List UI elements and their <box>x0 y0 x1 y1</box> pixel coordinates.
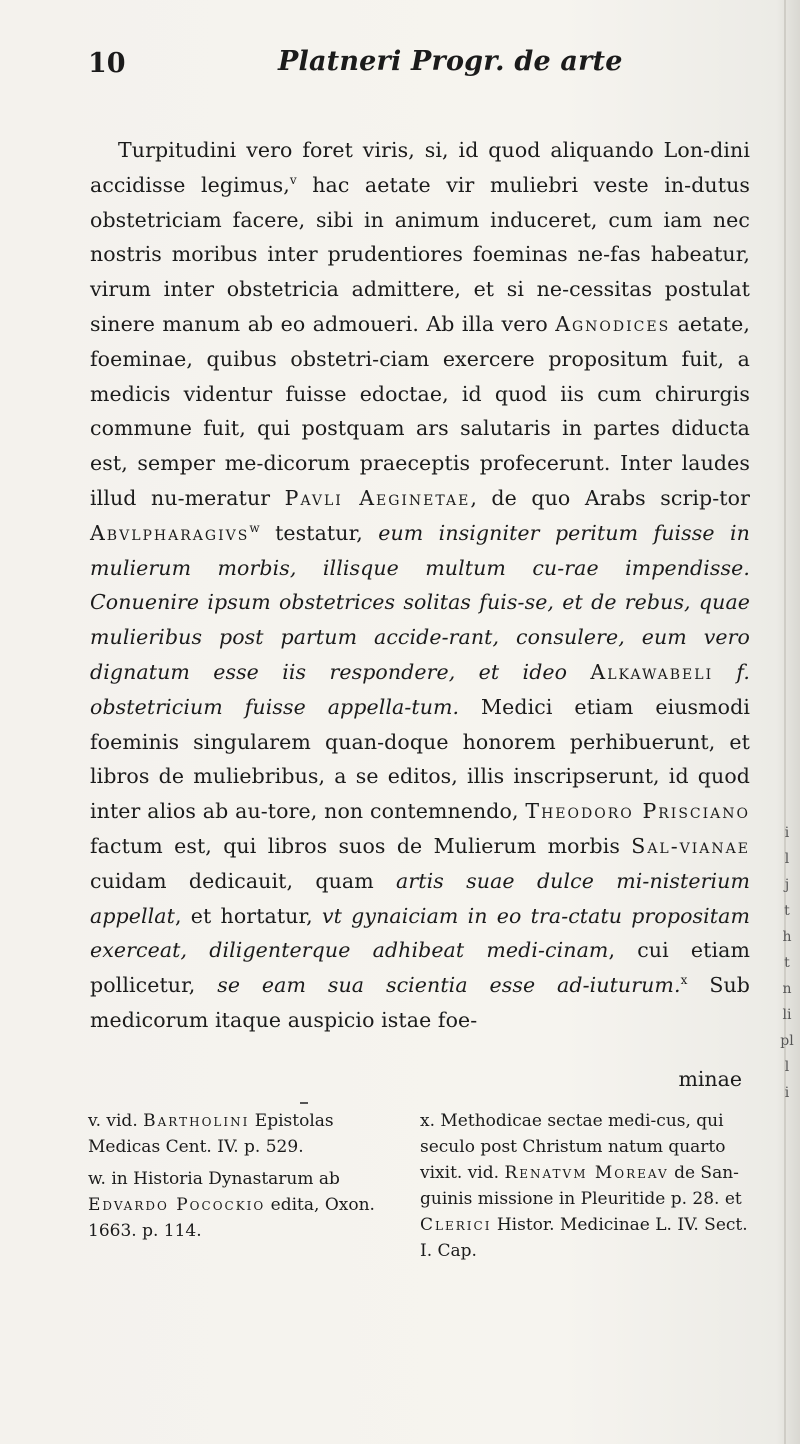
footnote-marker-x: x <box>680 973 688 988</box>
footnote-text: Histor. Medicinae L. IV. Sect. I. Cap. <box>420 1215 748 1261</box>
footnote-name: Edvardo Pocockio <box>88 1195 266 1215</box>
footnote-name: Bartholini <box>143 1111 250 1131</box>
footnote-label: x. Methodicae sectae medi-cus, qui seculo post Christum natum quarto vixit. vid. <box>420 1111 726 1183</box>
edge-letter: t <box>784 955 790 971</box>
footnote-name: Clerici <box>420 1215 492 1235</box>
footnote-label: w. in Historia Dynastarum ab <box>88 1169 340 1189</box>
text-run: cuidam dedicauit, quam <box>90 868 397 893</box>
name-agnodices: Agnodices <box>555 311 671 336</box>
edge-letter: pl <box>780 1033 794 1049</box>
page-header <box>88 46 728 86</box>
footnote-text: Epistolas Medicas Cent. IV. p. 529. <box>88 1111 334 1157</box>
edge-letter: n <box>782 981 792 997</box>
name-abulpharagius: Abvlpharagivs <box>90 520 250 545</box>
footnotes-right-column <box>420 1108 750 1270</box>
footnotes-left-column <box>88 1108 406 1250</box>
edge-letter: t <box>784 903 790 919</box>
page-edge-shadow <box>784 0 786 1444</box>
italic-quote: se eam sua scientia esse ad-iuturum. <box>217 973 681 998</box>
text-run: hac aetate vir muliebri veste in-dutus obstetriciam facere, sibi in animum induceret, cum iam nec nostris moribus inter prudentiores foeminas ne-fas habeatur, virum inter obstetricia admittere, et si ne-cessitas postulat sinere manum ab eo admoueri. Ab illa vero <box>90 172 750 336</box>
footnote-text: de San-guinis missione in Pleuritide p. 28. et <box>420 1163 742 1209</box>
catchword: minae <box>678 1067 742 1091</box>
edge-letter: j <box>784 877 790 893</box>
running-title: Platneri Progr. de arte <box>278 46 623 77</box>
text-run: , cui etiam pollicetur, <box>90 938 750 998</box>
text-run: factum est, qui libros suos de Mulierum morbis <box>90 833 632 858</box>
text-run: aetate, foeminae, quibus obstetri-ciam exercere propositum fuit, a medicis videntur fuisse edoctae, id quod iis cum chirurgis commune fuit, qui postquam ars salutaris in partes diducta est, semper me-dicorum praeceptis profecerunt. Inter laudes illud nu-meratur <box>90 311 750 510</box>
footnote-separator <box>300 1102 308 1104</box>
text-run: Turpitudini vero foret viris, si, id quod aliquando Lon-dini accidisse legimus, <box>90 138 750 197</box>
footnote-name: Renatvm Moreav <box>504 1163 669 1183</box>
footnote-text: edita, Oxon. 1663. p. 114. <box>88 1195 375 1241</box>
edge-letter: l <box>784 851 790 867</box>
footnote-x <box>420 1108 750 1264</box>
footnote-marker-v: v <box>289 172 297 187</box>
edge-letter: h <box>782 929 792 945</box>
footnote-w <box>88 1166 406 1244</box>
text-run: , et hortatur, <box>174 903 322 928</box>
name-theodorus-priscianus: Theodoro Prisciano <box>525 799 750 824</box>
italic-quote: eum insigniter peritum fuisse in mulierum morbis, illisque multum cu-rae impendisse. Conuenire ipsum obstetrices solitas fuis-se, et de rebus, quae mulieribus post partum accide-rant, consulere, eum vero dignatum esse iis respondere, et ideo <box>90 520 750 684</box>
text-run: testatur, <box>259 520 379 545</box>
italic-quote: artis suae dulce mi-nisterium appellat <box>90 868 750 928</box>
text-run: Sub medicorum itaque auspicio istae foe- <box>90 973 750 1032</box>
page-number: 10 <box>88 48 126 79</box>
main-paragraph <box>90 133 750 1038</box>
edge-letter: i <box>784 1085 790 1101</box>
footnote-label: v. vid. <box>88 1111 138 1131</box>
italic-quote: vt gynaiciam in eo tra-ctatu propositam exerceat, diligenterque adhibeat medi-cinam <box>90 903 750 963</box>
text-run: Medici etiam eiusmodi foeminis singularem quan-doque honorem perhibuerunt, et libros de muliebribus, a se editos, illis inscripserunt, id quod inter alios ab au-tore, non contemnendo, <box>90 694 751 824</box>
footnote-v <box>88 1108 406 1160</box>
name-salviana: Sal-vianae <box>631 833 750 858</box>
name-alkawabeli: Alkawabeli <box>590 659 714 684</box>
edge-letter: li <box>782 1007 792 1023</box>
footnote-marker-w: w <box>249 520 260 535</box>
italic-quote: f. obstetricium fuisse appella-tum. <box>90 659 750 719</box>
name-paulus-aegineta: Pavli Aeginetae <box>284 485 471 510</box>
bleed-through-edge-letters <box>778 820 796 1140</box>
edge-letter: i <box>784 825 790 841</box>
text-run: , de quo Arabs scrip-tor <box>470 485 750 510</box>
edge-letter: l <box>784 1059 790 1075</box>
